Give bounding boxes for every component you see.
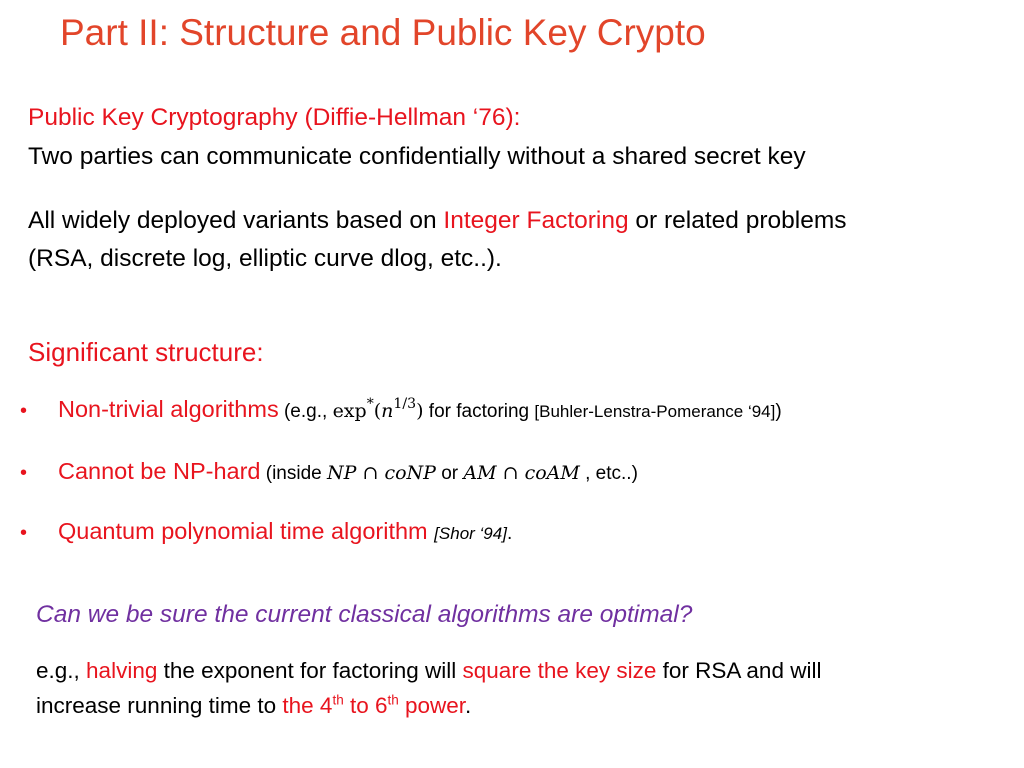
bullet-label: Quantum polynomial time algorithm	[58, 518, 428, 544]
variants-examples: (RSA, discrete log, elliptic curve dlog, etc..).	[28, 245, 502, 272]
example-prefix: e.g.,	[36, 658, 87, 683]
math-coam: coAM	[524, 462, 580, 484]
slide-title: Part II: Structure and Public Key Crypto	[60, 12, 706, 53]
math-am: AM	[463, 462, 497, 484]
math-one-third: 1/3	[393, 396, 417, 413]
superscript-th: th	[387, 692, 399, 708]
citation-shor: [Shor ‘94]	[434, 524, 507, 543]
example-line-2	[36, 691, 471, 721]
power-highlight	[282, 693, 465, 718]
bullet-dot-icon: •	[20, 522, 28, 544]
power-text: to 6	[343, 693, 388, 718]
variants-text	[28, 205, 847, 237]
variants-prefix: All widely deployed variants based on	[28, 207, 444, 234]
bullet-non-trivial-algorithms	[20, 393, 782, 428]
pkc-heading: Public Key Cryptography (Diffie-Hellman ‘76):	[28, 104, 521, 131]
bullet-not-np-hard	[20, 455, 638, 490]
example-line-1	[36, 656, 821, 686]
power-text: power	[398, 693, 466, 718]
math-intersect: ∩	[356, 462, 385, 484]
bullet-dot-icon: •	[20, 400, 28, 422]
integer-factoring-highlight: Integer Factoring	[443, 207, 629, 234]
math-intersect: ∩	[496, 462, 525, 484]
square-key-size-highlight: square the key size	[462, 658, 657, 683]
math-exp: exp	[332, 400, 367, 422]
math-close-paren: )	[416, 400, 424, 422]
bullet-text-or: or	[435, 463, 464, 484]
math-open-paren: (	[373, 400, 382, 422]
example-text: for RSA and will	[656, 658, 822, 683]
math-np: NP	[327, 462, 357, 484]
example-period: .	[465, 693, 472, 718]
structure-heading: Significant structure:	[28, 337, 264, 367]
example-text: the exponent for factoring will	[157, 658, 463, 683]
bullet-text-mid: for factoring	[423, 401, 535, 422]
example-text: increase running time to	[36, 693, 283, 718]
bullet-text-end: , etc..)	[579, 463, 638, 484]
pkc-description: Two parties can communicate confidentially without a shared secret key	[28, 143, 806, 170]
bullet-dot-icon: •	[20, 462, 28, 484]
bullet-label: Cannot be NP-hard	[58, 458, 261, 484]
bullet-label: Non-trivial algorithms	[58, 396, 279, 422]
variants-suffix: or related problems	[628, 207, 847, 234]
math-conp: coNP	[384, 462, 436, 484]
optimality-question: Can we be sure the current classical algorithms are optimal?	[36, 601, 693, 628]
bullet-quantum-algorithm	[20, 515, 512, 550]
bullet-text: (inside	[260, 463, 328, 484]
bullet-text: (e.g.,	[278, 401, 333, 422]
halving-highlight: halving	[86, 658, 158, 683]
bullet-text-end: )	[775, 401, 782, 422]
math-n: n	[381, 400, 394, 422]
superscript-th: th	[332, 692, 344, 708]
math-star: *	[366, 396, 374, 413]
bullet-text-end: .	[506, 523, 513, 544]
power-text: the 4	[282, 693, 333, 718]
citation-buhler-lenstra-pomerance: [Buhler-Lenstra-Pomerance ‘94]	[534, 402, 776, 421]
